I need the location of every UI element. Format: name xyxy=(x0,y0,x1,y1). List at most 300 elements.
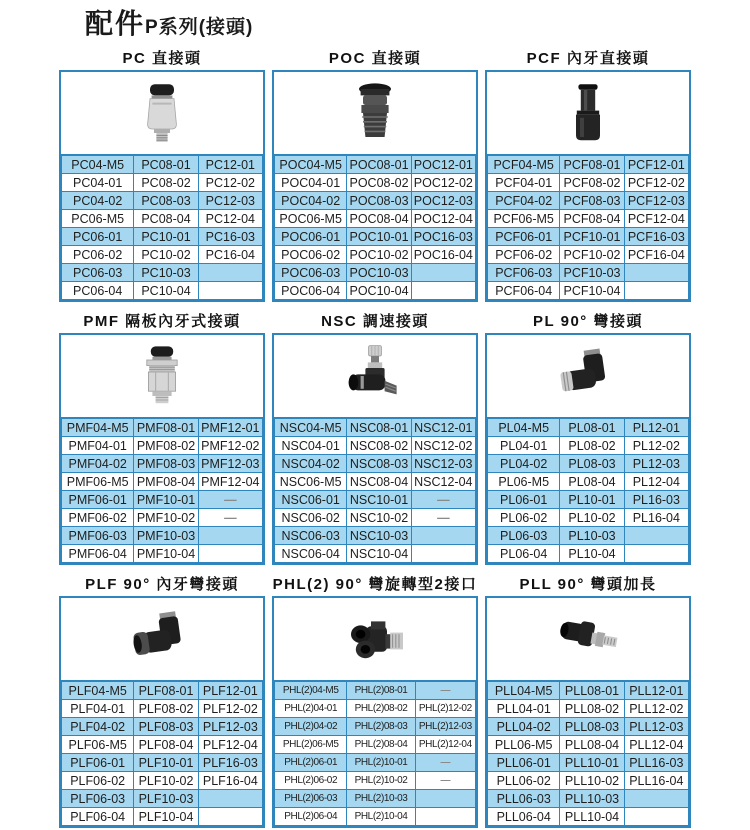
part-number-cell: PCF12-01 xyxy=(624,156,688,174)
table-row xyxy=(62,473,263,491)
part-number-cell: POC12-01 xyxy=(411,156,475,174)
part-number-cell: PCF16-03 xyxy=(624,228,688,246)
product-section-pc xyxy=(59,50,265,302)
section-title: PMF 隔板內牙式接頭 xyxy=(83,313,241,330)
part-number-cell: PHL(2)08-04 xyxy=(347,736,415,754)
part-number-cell: POC08-04 xyxy=(347,210,411,228)
table-row xyxy=(62,682,263,700)
part-number-cell: PLF16-04 xyxy=(198,772,262,790)
part-number-cell: PC04-M5 xyxy=(62,156,134,174)
empty-cell xyxy=(624,527,688,545)
table-row xyxy=(488,455,689,473)
part-number-cell: PL16-04 xyxy=(624,509,688,527)
part-number-cell: PLF10-01 xyxy=(134,754,198,772)
part-number-cell: NSC12-04 xyxy=(411,473,475,491)
table-row xyxy=(62,210,263,228)
table-row xyxy=(62,455,263,473)
part-number-cell: PLL16-03 xyxy=(624,754,688,772)
table-row xyxy=(275,437,476,455)
part-number-cell: PMF08-04 xyxy=(134,473,198,491)
table-row xyxy=(275,246,476,264)
table-row xyxy=(62,491,263,509)
part-number-cell: PC10-03 xyxy=(134,264,198,282)
product-image-area xyxy=(274,598,476,681)
section-title: PC 直接頭 xyxy=(122,50,202,67)
table-row xyxy=(275,772,476,790)
table-row xyxy=(488,772,689,790)
table-row xyxy=(488,700,689,718)
table-row xyxy=(62,192,263,210)
part-number-cell: POC16-03 xyxy=(411,228,475,246)
part-number-cell: PLL06-03 xyxy=(488,790,560,808)
part-number-cell: PHL(2)06-M5 xyxy=(275,736,347,754)
part-number-cell: PMF08-02 xyxy=(134,437,198,455)
table-row xyxy=(488,246,689,264)
empty-cell xyxy=(198,282,262,300)
part-number-cell: POC06-03 xyxy=(275,264,347,282)
part-number-cell: PMF04-02 xyxy=(62,455,134,473)
part-number-cell: POC08-02 xyxy=(347,174,411,192)
part-number-table xyxy=(274,155,476,300)
part-number-cell: PL08-03 xyxy=(560,455,624,473)
part-number-cell: PHL(2)12-02 xyxy=(415,700,475,718)
section-box xyxy=(59,333,265,565)
part-number-cell: NSC04-M5 xyxy=(275,419,347,437)
catalog-grid xyxy=(59,50,691,828)
table-row xyxy=(488,545,689,563)
part-number-cell: PL06-01 xyxy=(488,491,560,509)
product-section-poc xyxy=(272,50,478,302)
table-row xyxy=(275,455,476,473)
female-straight-fitting-icon xyxy=(552,77,624,149)
empty-cell xyxy=(198,808,262,826)
not-available-cell: — xyxy=(411,491,475,509)
empty-cell xyxy=(411,264,475,282)
empty-cell xyxy=(624,282,688,300)
part-number-cell: PCF06-M5 xyxy=(488,210,560,228)
part-number-cell: NSC08-01 xyxy=(347,419,411,437)
part-number-cell: PLF10-04 xyxy=(134,808,198,826)
table-row xyxy=(488,192,689,210)
part-number-cell: PL06-04 xyxy=(488,545,560,563)
table-row xyxy=(488,419,689,437)
part-number-cell: PCF04-M5 xyxy=(488,156,560,174)
part-number-cell: PLL06-04 xyxy=(488,808,560,826)
table-row xyxy=(488,808,689,826)
part-number-cell: PHL(2)08-03 xyxy=(347,718,415,736)
part-number-cell: PLL08-02 xyxy=(560,700,624,718)
part-number-cell: PMF12-03 xyxy=(198,455,262,473)
part-number-cell: PC10-04 xyxy=(134,282,198,300)
table-row xyxy=(62,808,263,826)
product-section-pmf xyxy=(59,313,265,565)
section-title: POC 直接頭 xyxy=(328,50,422,67)
part-number-cell: POC12-03 xyxy=(411,192,475,210)
table-row xyxy=(275,736,476,754)
part-number-cell: PL10-01 xyxy=(560,491,624,509)
part-number-cell: PMF10-02 xyxy=(134,509,198,527)
part-number-cell: PHL(2)10-03 xyxy=(347,790,415,808)
table-row xyxy=(488,527,689,545)
part-number-cell: PL12-01 xyxy=(624,419,688,437)
part-number-cell: PHL(2)06-01 xyxy=(275,754,347,772)
part-number-cell: PCF16-04 xyxy=(624,246,688,264)
part-number-cell: PHL(2)06-04 xyxy=(275,808,347,826)
part-number-cell: PC10-01 xyxy=(134,228,198,246)
part-number-cell: PLF16-03 xyxy=(198,754,262,772)
part-number-cell: PLL06-01 xyxy=(488,754,560,772)
elbow-90-fitting-icon xyxy=(552,340,624,412)
table-row xyxy=(62,246,263,264)
table-row xyxy=(62,174,263,192)
part-number-table xyxy=(274,418,476,563)
part-number-cell: PMF12-02 xyxy=(198,437,262,455)
part-number-cell: PCF12-02 xyxy=(624,174,688,192)
table-row xyxy=(275,754,476,772)
section-title: NSC 調速接頭 xyxy=(321,313,429,330)
product-section-plf xyxy=(59,576,265,828)
part-number-cell: PCF08-04 xyxy=(560,210,624,228)
product-section-pcf xyxy=(485,50,691,302)
empty-cell xyxy=(411,282,475,300)
part-number-cell: PC06-02 xyxy=(62,246,134,264)
table-row xyxy=(275,228,476,246)
table-row xyxy=(62,282,263,300)
part-number-cell: PC06-01 xyxy=(62,228,134,246)
section-box xyxy=(485,333,691,565)
part-number-cell: PC16-04 xyxy=(198,246,262,264)
empty-cell xyxy=(624,545,688,563)
section-box xyxy=(272,70,478,302)
part-number-cell: PLL12-01 xyxy=(624,682,688,700)
part-number-cell: PL08-04 xyxy=(560,473,624,491)
part-number-cell: POC08-03 xyxy=(347,192,411,210)
section-box xyxy=(272,333,478,565)
part-number-cell: PL16-03 xyxy=(624,491,688,509)
part-number-cell: PMF06-02 xyxy=(62,509,134,527)
part-number-cell: PCF04-02 xyxy=(488,192,560,210)
table-row xyxy=(275,192,476,210)
table-row xyxy=(275,718,476,736)
part-number-cell: PMF10-03 xyxy=(134,527,198,545)
part-number-cell: PLF12-01 xyxy=(198,682,262,700)
part-number-cell: PLF06-02 xyxy=(62,772,134,790)
empty-cell xyxy=(411,545,475,563)
part-number-cell: PLL04-01 xyxy=(488,700,560,718)
part-number-cell: NSC10-02 xyxy=(347,509,411,527)
product-section-pl xyxy=(485,313,691,565)
part-number-cell: PCF10-04 xyxy=(560,282,624,300)
product-image-area xyxy=(274,72,476,155)
empty-cell xyxy=(624,790,688,808)
part-number-cell: POC06-01 xyxy=(275,228,347,246)
part-number-cell: NSC12-03 xyxy=(411,455,475,473)
empty-cell xyxy=(415,808,475,826)
product-image-area xyxy=(61,335,263,418)
part-number-cell: PLL08-04 xyxy=(560,736,624,754)
part-number-cell: NSC08-04 xyxy=(347,473,411,491)
part-number-cell: PLF06-M5 xyxy=(62,736,134,754)
product-section-phl2 xyxy=(272,576,478,828)
part-number-cell: NSC08-02 xyxy=(347,437,411,455)
table-row xyxy=(62,509,263,527)
part-number-cell: PC12-01 xyxy=(198,156,262,174)
part-number-cell: PCF10-02 xyxy=(560,246,624,264)
not-available-cell: — xyxy=(198,509,262,527)
table-row xyxy=(62,700,263,718)
table-row xyxy=(275,545,476,563)
part-number-cell: PHL(2)12-04 xyxy=(415,736,475,754)
part-number-cell: PLL16-04 xyxy=(624,772,688,790)
part-number-cell: POC06-M5 xyxy=(275,210,347,228)
part-number-cell: PLF08-03 xyxy=(134,718,198,736)
part-number-cell: PLL08-01 xyxy=(560,682,624,700)
table-row xyxy=(488,264,689,282)
part-number-cell: PL08-02 xyxy=(560,437,624,455)
not-available-cell: — xyxy=(411,509,475,527)
part-number-cell: PCF06-03 xyxy=(488,264,560,282)
part-number-cell: PMF12-01 xyxy=(198,419,262,437)
part-number-cell: PLF08-02 xyxy=(134,700,198,718)
part-number-cell: PHL(2)10-01 xyxy=(347,754,415,772)
table-row xyxy=(62,790,263,808)
part-number-cell: PC08-01 xyxy=(134,156,198,174)
not-available-cell: — xyxy=(415,754,475,772)
part-number-cell: PL04-01 xyxy=(488,437,560,455)
part-number-cell: PLF06-01 xyxy=(62,754,134,772)
part-number-cell: PL06-M5 xyxy=(488,473,560,491)
part-number-cell: PC12-03 xyxy=(198,192,262,210)
section-title: PLF 90° 內牙彎接頭 xyxy=(85,576,239,593)
part-number-table xyxy=(274,681,476,826)
part-number-cell: PLL10-01 xyxy=(560,754,624,772)
empty-cell xyxy=(411,527,475,545)
table-row xyxy=(62,437,263,455)
part-number-cell: NSC12-02 xyxy=(411,437,475,455)
part-number-table xyxy=(487,155,689,300)
product-section-pll xyxy=(485,576,691,828)
part-number-cell: POC16-04 xyxy=(411,246,475,264)
empty-cell xyxy=(624,264,688,282)
part-number-cell: PL06-02 xyxy=(488,509,560,527)
part-number-cell: PMF12-04 xyxy=(198,473,262,491)
part-number-cell: PCF10-01 xyxy=(560,228,624,246)
table-row xyxy=(488,509,689,527)
empty-cell xyxy=(198,264,262,282)
section-box xyxy=(485,70,691,302)
empty-cell xyxy=(198,527,262,545)
part-number-cell: POC06-02 xyxy=(275,246,347,264)
part-number-cell: POC10-02 xyxy=(347,246,411,264)
part-number-cell: PLF06-04 xyxy=(62,808,134,826)
part-number-cell: PC08-02 xyxy=(134,174,198,192)
part-number-cell: PC06-03 xyxy=(62,264,134,282)
table-row xyxy=(488,754,689,772)
part-number-cell: PHL(2)12-03 xyxy=(415,718,475,736)
part-number-cell: POC10-01 xyxy=(347,228,411,246)
part-number-cell: PLL10-04 xyxy=(560,808,624,826)
table-row xyxy=(275,473,476,491)
part-number-cell: NSC08-03 xyxy=(347,455,411,473)
section-title: PL 90° 彎接頭 xyxy=(533,313,643,330)
table-row xyxy=(488,156,689,174)
part-number-cell: PMF06-M5 xyxy=(62,473,134,491)
part-number-cell: PC16-03 xyxy=(198,228,262,246)
part-number-cell: NSC06-01 xyxy=(275,491,347,509)
part-number-cell: POC10-03 xyxy=(347,264,411,282)
table-row xyxy=(488,491,689,509)
table-row xyxy=(275,700,476,718)
part-number-cell: PCF12-03 xyxy=(624,192,688,210)
table-row xyxy=(488,437,689,455)
part-number-cell: PCF12-04 xyxy=(624,210,688,228)
part-number-cell: PL12-04 xyxy=(624,473,688,491)
part-number-cell: PC08-03 xyxy=(134,192,198,210)
table-row xyxy=(275,509,476,527)
part-number-cell: PLL10-02 xyxy=(560,772,624,790)
part-number-cell: PHL(2)10-02 xyxy=(347,772,415,790)
table-row xyxy=(62,545,263,563)
part-number-cell: PCF10-03 xyxy=(560,264,624,282)
page-title-sub: P系列(接頭) xyxy=(145,17,254,38)
section-title: PHL(2) 90° 彎旋轉型2接口 xyxy=(272,576,478,593)
part-number-cell: PC08-04 xyxy=(134,210,198,228)
speed-controller-fitting-icon xyxy=(339,340,411,412)
table-row xyxy=(488,736,689,754)
table-row xyxy=(275,156,476,174)
part-number-cell: PLF08-01 xyxy=(134,682,198,700)
part-number-cell: PLF12-02 xyxy=(198,700,262,718)
section-box xyxy=(485,596,691,828)
table-row xyxy=(488,210,689,228)
extended-elbow-90-fitting-icon xyxy=(552,603,624,675)
part-number-cell: PL08-01 xyxy=(560,419,624,437)
part-number-cell: PC04-01 xyxy=(62,174,134,192)
part-number-cell: PLF06-03 xyxy=(62,790,134,808)
part-number-cell: PLL12-04 xyxy=(624,736,688,754)
part-number-cell: PCF06-04 xyxy=(488,282,560,300)
part-number-cell: PHL(2)04-02 xyxy=(275,718,347,736)
part-number-cell: POC04-M5 xyxy=(275,156,347,174)
table-row xyxy=(275,264,476,282)
part-number-table xyxy=(61,418,263,563)
part-number-cell: PLF10-03 xyxy=(134,790,198,808)
female-elbow-90-fitting-icon xyxy=(126,603,198,675)
part-number-table xyxy=(61,155,263,300)
part-number-cell: PHL(2)06-02 xyxy=(275,772,347,790)
table-row xyxy=(275,790,476,808)
part-number-cell: NSC12-01 xyxy=(411,419,475,437)
part-number-cell: NSC10-03 xyxy=(347,527,411,545)
product-image-area xyxy=(61,598,263,681)
part-number-cell: PMF08-01 xyxy=(134,419,198,437)
part-number-cell: PMF10-01 xyxy=(134,491,198,509)
part-number-cell: PL10-04 xyxy=(560,545,624,563)
part-number-cell: PHL(2)08-01 xyxy=(347,682,415,700)
product-image-area xyxy=(487,598,689,681)
not-available-cell: — xyxy=(415,772,475,790)
part-number-cell: PLL12-02 xyxy=(624,700,688,718)
table-row xyxy=(488,682,689,700)
part-number-cell: PLL06-M5 xyxy=(488,736,560,754)
part-number-cell: PHL(2)06-03 xyxy=(275,790,347,808)
part-number-cell: PCF08-03 xyxy=(560,192,624,210)
empty-cell xyxy=(198,790,262,808)
part-number-cell: PLF04-M5 xyxy=(62,682,134,700)
not-available-cell: — xyxy=(198,491,262,509)
page-title xyxy=(85,2,253,42)
part-number-cell: POC12-04 xyxy=(411,210,475,228)
double-port-elbow-fitting-icon xyxy=(339,603,411,675)
table-row xyxy=(275,527,476,545)
table-row xyxy=(62,718,263,736)
part-number-cell: PC10-02 xyxy=(134,246,198,264)
product-section-nsc xyxy=(272,313,478,565)
part-number-cell: PL12-02 xyxy=(624,437,688,455)
product-image-area xyxy=(61,72,263,155)
part-number-cell: NSC06-03 xyxy=(275,527,347,545)
part-number-cell: PL10-02 xyxy=(560,509,624,527)
part-number-cell: PLF12-03 xyxy=(198,718,262,736)
part-number-cell: NSC10-04 xyxy=(347,545,411,563)
part-number-table xyxy=(61,681,263,826)
part-number-cell: PHL(2)04-M5 xyxy=(275,682,347,700)
empty-cell xyxy=(624,808,688,826)
part-number-cell: NSC06-04 xyxy=(275,545,347,563)
part-number-cell: PHL(2)04-01 xyxy=(275,700,347,718)
product-image-area xyxy=(487,72,689,155)
part-number-cell: PLL08-03 xyxy=(560,718,624,736)
part-number-cell: PMF06-03 xyxy=(62,527,134,545)
part-number-cell: NSC10-01 xyxy=(347,491,411,509)
part-number-cell: PMF06-04 xyxy=(62,545,134,563)
part-number-cell: PL10-03 xyxy=(560,527,624,545)
table-row xyxy=(275,808,476,826)
part-number-cell: POC10-04 xyxy=(347,282,411,300)
male-straight-fitting-icon xyxy=(339,77,411,149)
part-number-cell: NSC04-01 xyxy=(275,437,347,455)
part-number-cell: PLF12-04 xyxy=(198,736,262,754)
product-image-area xyxy=(487,335,689,418)
part-number-cell: PMF08-03 xyxy=(134,455,198,473)
table-row xyxy=(488,282,689,300)
table-row xyxy=(488,473,689,491)
part-number-cell: PL12-03 xyxy=(624,455,688,473)
part-number-cell: PMF10-04 xyxy=(134,545,198,563)
part-number-cell: POC12-02 xyxy=(411,174,475,192)
section-box xyxy=(59,596,265,828)
page-title-main: 配件 xyxy=(85,8,146,39)
part-number-cell: POC08-01 xyxy=(347,156,411,174)
part-number-cell: PLL04-02 xyxy=(488,718,560,736)
table-row xyxy=(62,736,263,754)
empty-cell xyxy=(415,790,475,808)
table-row xyxy=(275,174,476,192)
part-number-cell: NSC04-02 xyxy=(275,455,347,473)
part-number-cell: PC12-04 xyxy=(198,210,262,228)
table-row xyxy=(62,772,263,790)
bulkhead-female-fitting-icon xyxy=(126,340,198,412)
part-number-cell: PHL(2)10-04 xyxy=(347,808,415,826)
part-number-cell: PLL04-M5 xyxy=(488,682,560,700)
part-number-cell: POC04-02 xyxy=(275,192,347,210)
table-row xyxy=(275,210,476,228)
table-row xyxy=(62,419,263,437)
part-number-cell: PLL12-03 xyxy=(624,718,688,736)
part-number-cell: PLF04-01 xyxy=(62,700,134,718)
table-row xyxy=(275,282,476,300)
part-number-cell: NSC06-M5 xyxy=(275,473,347,491)
